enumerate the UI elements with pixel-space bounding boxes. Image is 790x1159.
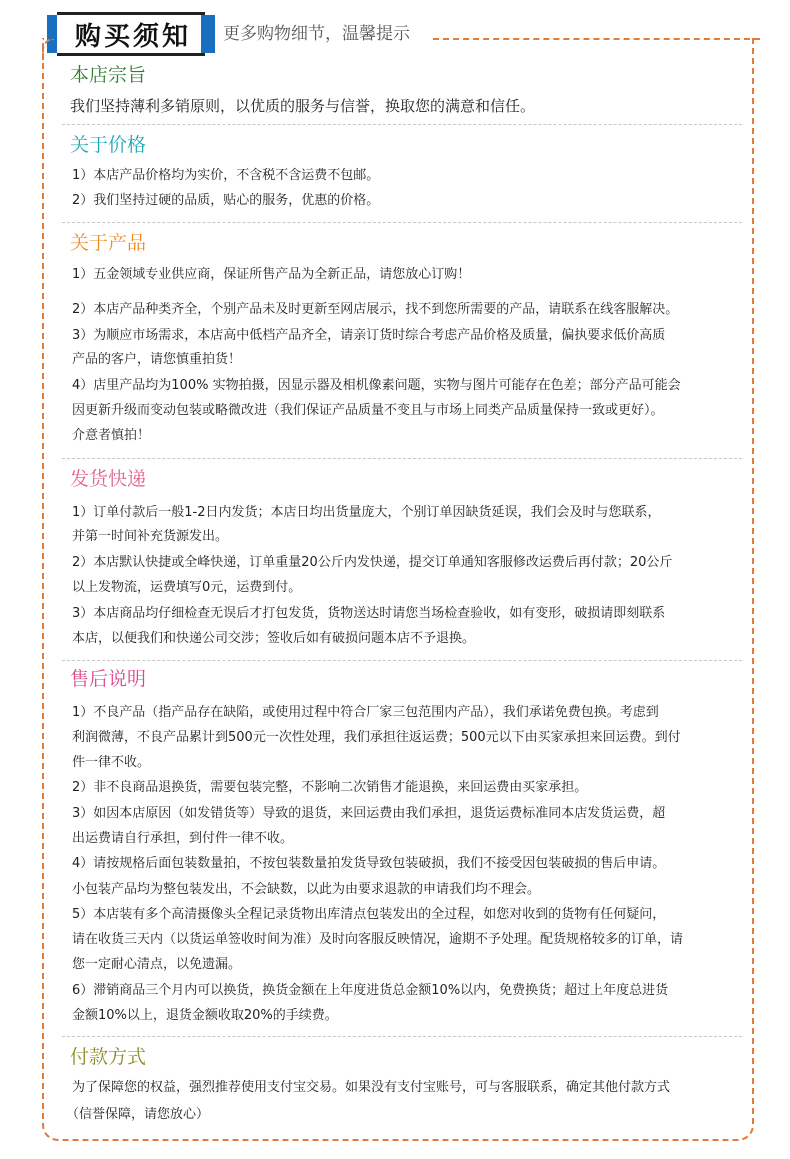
section-divider [62,458,742,459]
section-title-mission: 本店宗旨 [70,64,147,86]
section-line: 2）我们坚持过硬的品质，贴心的服务，优惠的价格。 [72,193,380,208]
section-line: 小包装产品均为整包装发出，不会缺数，以此为由要求退款的申请我们均不理会。 [72,882,541,897]
section-line: 您一定耐心清点，以免遗漏。 [72,957,242,972]
section-line: 1）订单付款后一般1-2日内发货；本店日均出货量庞大，个别订单因缺货延误，我们会及时与您联系， [72,505,661,520]
section-line: 1）本店产品价格均为实价，不含税不含运费不包邮。 [72,168,380,183]
section-line: 金额10%以上，退货金额收取20%的手续费。 [72,1008,338,1023]
section-line: 因更新升级而变动包装或略微改进（我们保证产品质量不变且与市场上同类产品质量保持一致或更好）。 [72,403,664,418]
section-line: 以上发物流，运费填写0元，运费到付。 [72,580,302,595]
section-line: 6）滞销商品三个月内可以换货，换货金额在上年度进货总金额10%以内，免费换货；超过上年度总进货 [72,983,669,998]
section-line: 2）本店默认快捷或全峰快递，订单重量20公斤内发快递，提交订单通知客服修改运费后再付款；20公斤 [72,555,673,570]
section-line: 3）本店商品均仔细检查无误后才打包发货，货物送达时请您当场检查验收，如有变形，破损请即刻联系 [72,606,666,621]
section-line: 本店，以便我们和快递公司交涉；签收后如有破损问题本店不予退换。 [72,631,476,646]
section-line: 件一律不收。 [72,755,151,770]
section-title-product: 关于产品 [70,232,147,254]
section-line: 4）店里产品均为100% 实物拍摄，因显示器及相机像素问题，实物与图片可能存在色差；部分产品可能会 [72,378,681,393]
page-title: 购买须知 [75,22,192,52]
section-divider [62,222,742,223]
section-line: 2）非不良商品退换货，需要包装完整，不影响二次销售才能退换，来回运费由买家承担。 [72,780,588,795]
section-line: 我们坚持薄利多销原则，以优质的服务与信誉，换取您的满意和信任。 [70,97,536,115]
section-line: 5）本店装有多个高清摄像头全程记录货物出库清点包装发出的全过程，如您对收到的货物有任何疑问， [72,907,666,922]
section-line: 产品的客户，请您慎重拍货！ [72,352,242,367]
section-line: 介意者慎拍！ [72,428,151,443]
section-title-payment: 付款方式 [70,1046,147,1068]
section-line: 3）为顺应市场需求，本店高中低档产品齐全，请亲订货时综合考虑产品价格及质量，偏执要求低价高质 [72,328,666,343]
section-title-aftersale: 售后说明 [70,668,147,690]
section-line: 并第一时间补充货源发出。 [72,529,229,544]
page-subtitle: 更多购物细节，温馨提示 [223,24,410,44]
section-line: （信誉保障，请您放心） [66,1107,210,1122]
section-title-price: 关于价格 [70,134,147,156]
section-line: 出运费请自行承担，到付件一律不收。 [72,831,294,846]
section-line: 3）如因本店原因（如发错货等）导致的退货，来回运费由我们承担，退货运费标准同本店发货运费，超 [72,806,666,821]
section-line: 为了保障您的权益，强烈推荐使用支付宝交易。如果没有支付宝账号，可与客服联系，确定其他付款方式 [72,1080,671,1095]
section-title-shipping: 发货快递 [70,468,147,490]
section-line: 请在收货三天内（以货运单签收时间为准）及时向客服反映情况，逾期不予处理。配货规格较多的订单，请 [72,932,684,947]
section-line: 2）本店产品种类齐全，个别产品未及时更新至网店展示，找不到您所需要的产品，请联系在线客服解决。 [72,302,679,317]
section-line: 1）五金领域专业供应商，保证所售产品为全新正品，请您放心订购！ [72,267,471,282]
section-line: 利润微薄，不良产品累计到500元一次性处理，我们承担往返运费；500元以下由买家承担来回运费。到付 [72,730,681,745]
section-divider [62,1036,742,1037]
section-divider [62,660,742,661]
section-divider [62,124,742,125]
section-line: 1）不良产品（指产品存在缺陷，或使用过程中符合厂家三包范围内产品），我们承诺免费包换。考虑到 [72,705,659,720]
section-line: 4）请按规格后面包装数量拍，不按包装数量拍发货导致包装破损，我们不接受因包装破损的售后申请。 [72,856,666,871]
